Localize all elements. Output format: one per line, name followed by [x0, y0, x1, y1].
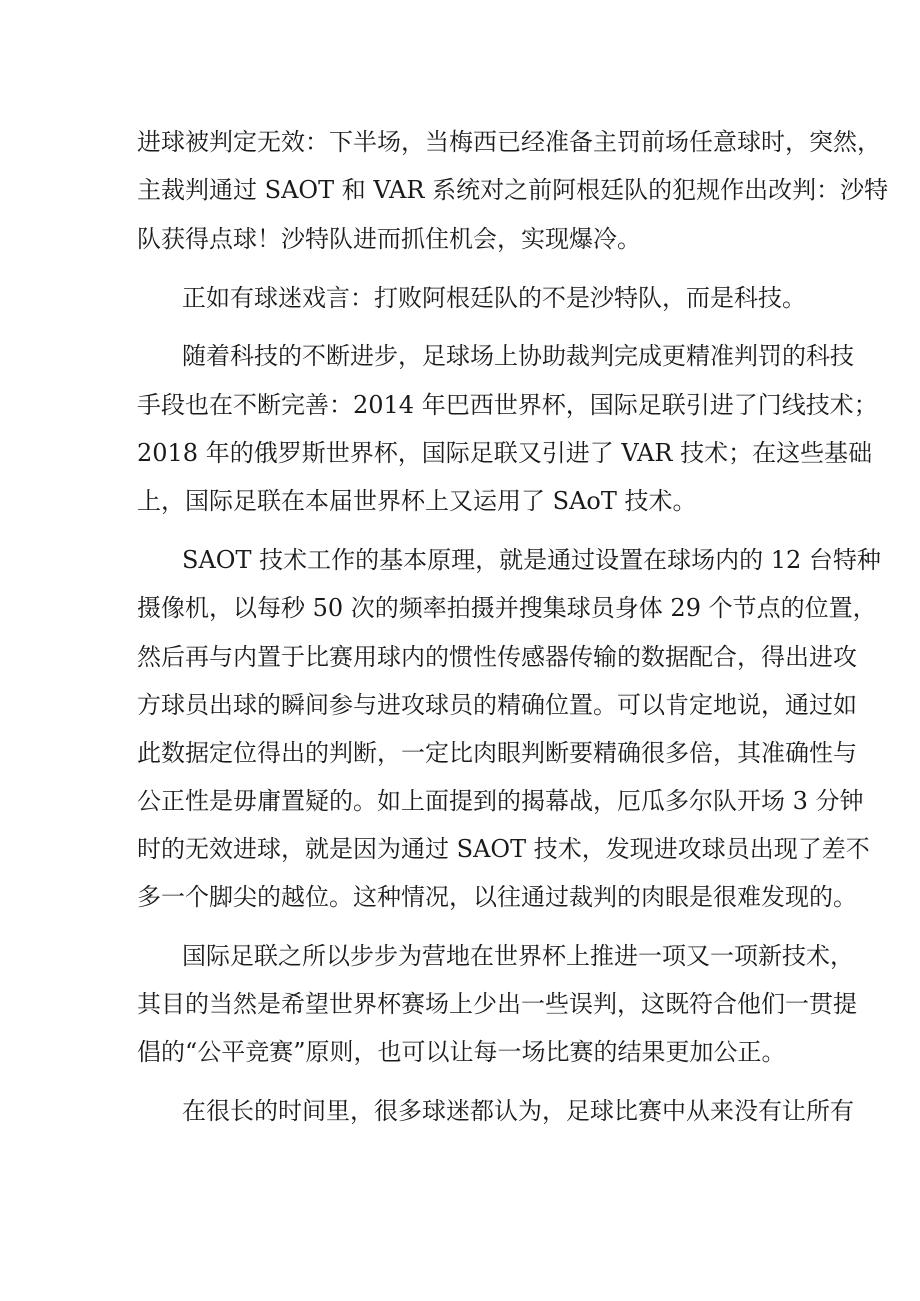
- text-line: 上，国际足联在本届世界杯上又运用了 SAoT 技术。: [137, 487, 697, 515]
- text-line: 队获得点球！沙特队进而抓住机会，实现爆冷。: [137, 225, 641, 253]
- text-line: 然后再与内置于比赛用球内的惯性传感器传输的数据配合，得出进攻: [137, 643, 857, 671]
- text-line: 主裁判通过 SAOT 和 VAR 系统对之前阿根廷队的犯规作出改判：沙特: [137, 176, 889, 204]
- text-line: 正如有球迷戏言：打败阿根廷队的不是沙特队，而是科技。: [182, 284, 806, 312]
- text-line: 在很长的时间里，很多球迷都认为，足球比赛中从来没有让所有: [182, 1097, 854, 1125]
- text-line: 手段也在不断完善：2014 年巴西世界杯，国际足联引进了门线技术；: [137, 391, 878, 419]
- text-line: 公正性是毋庸置疑的。如上面提到的揭幕战，厄瓜多尔队开场 3 分钟: [137, 787, 864, 815]
- text-line: 进球被判定无效：下半场，当梅西已经准备主罚前场任意球时，突然，: [137, 128, 881, 156]
- text-line: 国际足联之所以步步为营地在世界杯上推进一项又一项新技术，: [182, 942, 854, 970]
- text-line: 多一个脚尖的越位。这种情况，以往通过裁判的肉眼是很难发现的。: [137, 883, 857, 911]
- text-line: SAOT 技术工作的基本原理，就是通过设置在球场内的 12 台特种: [182, 546, 881, 574]
- text-line: 摄像机，以每秒 50 次的频率拍摄并搜集球员身体 29 个节点的位置，: [137, 594, 877, 622]
- text-line: 方球员出球的瞬间参与进攻球员的精确位置。可以肯定地说，通过如: [137, 691, 857, 719]
- text-line: 倡的“公平竞赛”原则，也可以让每一场比赛的结果更加公正。: [137, 1038, 786, 1066]
- text-line: 随着科技的不断进步，足球场上协助裁判完成更精准判罚的科技: [182, 342, 854, 370]
- text-line: 2018 年的俄罗斯世界杯，国际足联又引进了 VAR 技术；在这些基础: [137, 439, 873, 467]
- text-line: 此数据定位得出的判断，一定比肉眼判断要精确很多倍，其准确性与: [137, 739, 857, 767]
- text-line: 时的无效进球，就是因为通过 SAOT 技术，发现进攻球员出现了差不: [137, 835, 870, 863]
- text-line: 其目的当然是希望世界杯赛场上少出一些误判，这既符合他们一贯提: [137, 990, 857, 1018]
